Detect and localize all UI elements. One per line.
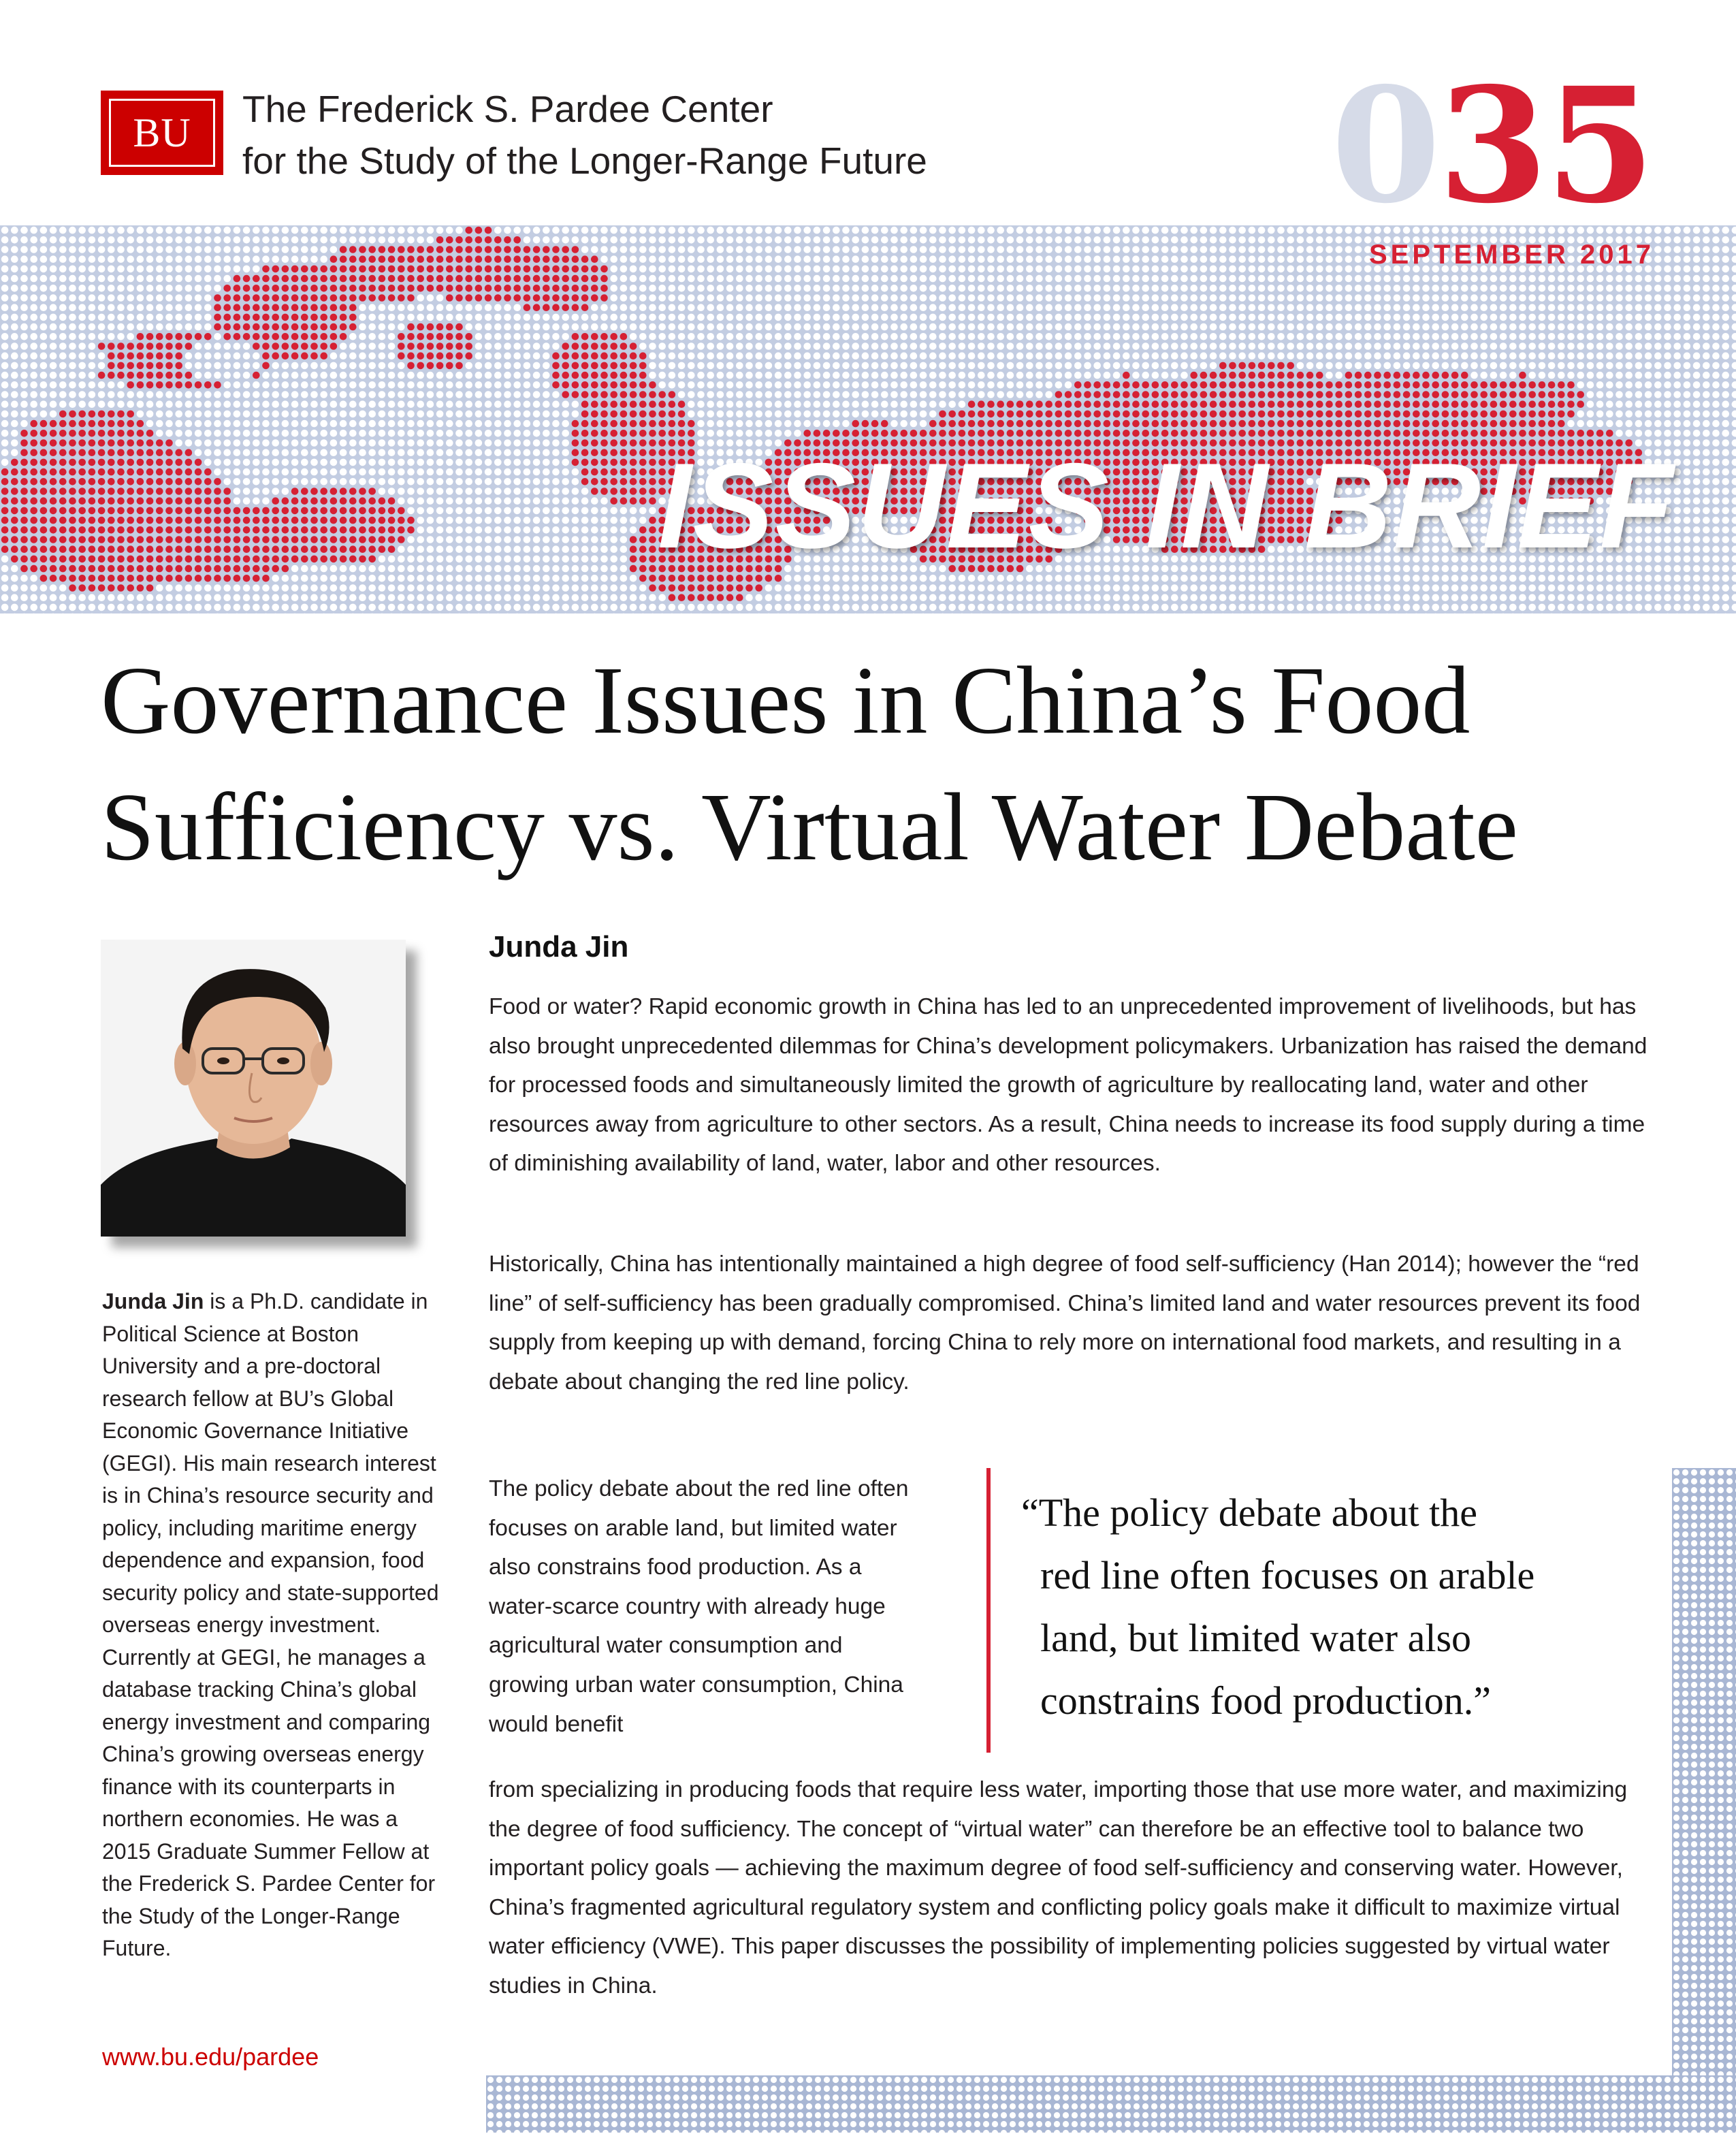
paragraph-1: Food or water? Rapid economic growth in China has led to an unprecedented improvement of livelihoods, but has also brought unprecedented dilemmas for China’s development policymakers. Urbanization has raised the demand for processed foods and simultaneously limited the growth of agriculture by reallocating land, water and other resources away from agriculture to other sectors. As a result, China needs to increase its food supply during a time of diminishing availability of land, water, labor and other resources.	[489, 994, 1647, 1177]
issue-number	[1331, 52, 1653, 238]
article-title-line2: Sufficiency vs. Virtual Water Debate	[101, 773, 1518, 880]
author-portrait-icon	[101, 940, 406, 1237]
pull-quote-line: red line often focuses on arable	[1040, 1553, 1535, 1597]
decorative-dot-strip-right	[1672, 1468, 1736, 2133]
paragraph-3: The policy debate about the red line often focuses on arable land, but limited water also constrains food production. As a water-scarce country with already huge agricultural water consumption and growing urban water consumption, China would benefit	[489, 1476, 909, 1737]
dot-pattern-icon	[1672, 1468, 1736, 2133]
pull-quote-line: land, but limited water also	[1040, 1616, 1472, 1660]
paragraph-2: Historically, China has intentionally maintained a high degree of food self-sufficiency (Han 2014); however the “red line” of self-sufficiency has been gradually compromised. China’s limited land and water resources prevent its food supply from keeping up with demand, forcing China to rely more on international food markets, and resulting in a debate about changing the red line policy.	[489, 1252, 1641, 1394]
issue-number-lead: 0	[1331, 52, 1438, 238]
author-bio	[102, 1286, 443, 1965]
series-title: ISSUES IN BRIEF	[658, 438, 1675, 573]
author-photo	[101, 940, 406, 1237]
bu-logo-text: BU	[109, 99, 215, 167]
issue-number-rest: 35	[1438, 52, 1653, 238]
issue-date: SEPTEMBER 2017	[1368, 240, 1654, 270]
pull-quote	[1021, 1482, 1675, 1732]
author-bio-name: Junda Jin	[102, 1289, 204, 1313]
article-title	[101, 637, 1667, 890]
article-title-line1: Governance Issues in China’s Food	[101, 646, 1470, 754]
decorative-dot-strip-bottom	[486, 2075, 1736, 2133]
center-name-line1: The Frederick S. Pardee Center	[242, 88, 773, 130]
paragraph-4: from specializing in producing foods that require less water, importing those that use more water, and maximizing the degree of food sufficiency. The concept of “virtual water” can therefore be an effective tool to balance two important policy goals — achieving the maximum degree of food self-sufficiency and conserving water. However, China’s fragmented agricultural regulatory system and conflicting policy goals make it difficult to maximize virtual water efficiency (VWE). This paper discusses the possibility of implementing policies suggested by virtual water studies in China.	[489, 1777, 1628, 1998]
pardee-website-link[interactable]: www.bu.edu/pardee	[102, 2043, 319, 2071]
center-name-line2: for the Study of the Longer-Range Future	[242, 140, 927, 182]
pull-quote-line: constrains food production.”	[1040, 1678, 1492, 1723]
bu-logo	[101, 91, 223, 175]
pull-quote-line: “The policy debate about the	[1021, 1491, 1477, 1535]
article-author: Junda Jin	[489, 930, 629, 963]
dot-pattern-icon	[486, 2075, 1736, 2133]
author-bio-text: is a Ph.D. candidate in Political Science at Boston University and a pre-doctoral research fellow at BU’s Global Economic Governance Initiative (GEGI). His main research interest is in China’s resource security and policy, including maritime energy dependence and expansion, food security policy and state-supported overseas energy investment. Currently at GEGI, he manages a database tracking China’s global energy investment and comparing China’s growing overseas energy finance with its counterparts in northern economies. He was a 2015 Graduate Summer Fellow at the Frederick S. Pardee Center for the Study of the Longer-Range Future.	[102, 1289, 439, 1960]
pull-quote-rule	[986, 1468, 991, 1753]
